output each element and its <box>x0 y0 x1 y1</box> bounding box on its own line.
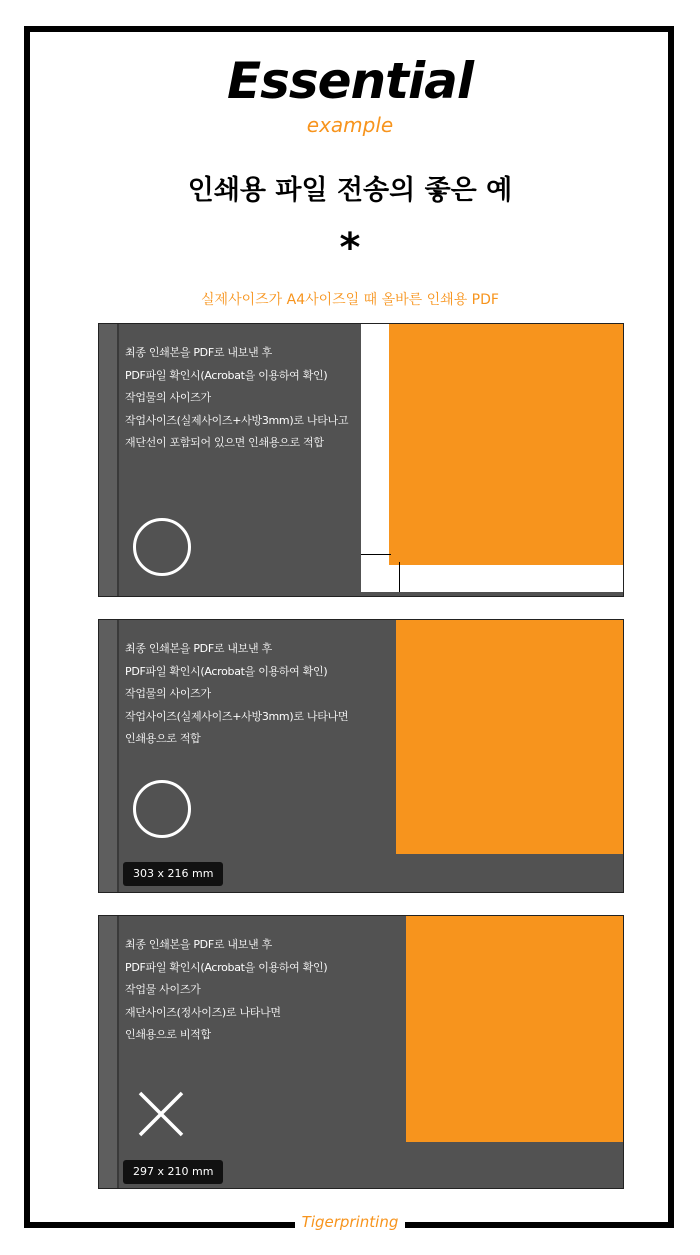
asterisk-mark: * <box>339 225 361 271</box>
description-line: 재단선이 포함되어 있으면 인쇄용으로 적합 <box>125 436 324 449</box>
x-icon <box>137 1090 185 1138</box>
example-description <box>125 638 348 751</box>
description-line: PDF파일 확인시(Acrobat을 이용하여 확인) <box>125 368 328 382</box>
description-line: PDF파일 확인시(Acrobat을 이용하여 확인) <box>125 664 328 678</box>
circle-icon <box>133 780 191 838</box>
example-panel-1 <box>98 323 624 597</box>
artwork-area <box>406 916 624 1142</box>
example-description <box>125 934 327 1047</box>
example-panel-3 <box>98 915 624 1189</box>
example-panel-2 <box>98 619 624 893</box>
page-bottom-edge <box>361 592 624 597</box>
panel-spine <box>99 324 119 596</box>
brand-title: Essential <box>226 52 474 110</box>
description-line: 작업사이즈(실제사이즈+사방3mm)로 나타나고 <box>125 413 349 427</box>
example-description <box>125 342 348 455</box>
page-subheadline: 실제사이즈가 A4사이즈일 때 올바른 인쇄용 PDF <box>201 292 499 308</box>
description-line: 최종 인쇄본을 PDF로 내보낸 후 <box>125 642 272 655</box>
panel-spine <box>99 916 119 1188</box>
size-badge: 303 x 216 mm <box>123 862 223 886</box>
description-line: 최종 인쇄본을 PDF로 내보낸 후 <box>125 938 272 951</box>
description-line: 인쇄용으로 적합 <box>125 732 201 745</box>
footer-brand: Tigerprinting <box>301 1213 399 1231</box>
description-line: PDF파일 확인시(Acrobat을 이용하여 확인) <box>125 960 328 974</box>
description-line: 최종 인쇄본을 PDF로 내보낸 후 <box>125 346 272 359</box>
description-line: 인쇄용으로 비적합 <box>125 1028 211 1041</box>
artwork-area <box>396 620 624 854</box>
page-headline: 인쇄용 파일 전송의 좋은 예 <box>187 175 513 206</box>
crop-mark-horizontal <box>361 554 391 555</box>
description-line: 작업사이즈(실제사이즈+사방3mm)로 나타나면 <box>125 709 349 723</box>
artwork-area <box>389 324 624 565</box>
description-line: 작업물의 사이즈가 <box>125 391 211 404</box>
size-badge: 297 x 210 mm <box>123 1160 223 1184</box>
panel-spine <box>99 620 119 892</box>
brand-subtitle: example <box>306 113 394 137</box>
circle-icon <box>133 518 191 576</box>
description-line: 작업물 사이즈가 <box>125 983 201 996</box>
description-line: 재단사이즈(정사이즈)로 나타나면 <box>125 1005 281 1019</box>
crop-mark-vertical <box>399 562 400 592</box>
description-line: 작업물의 사이즈가 <box>125 687 211 700</box>
